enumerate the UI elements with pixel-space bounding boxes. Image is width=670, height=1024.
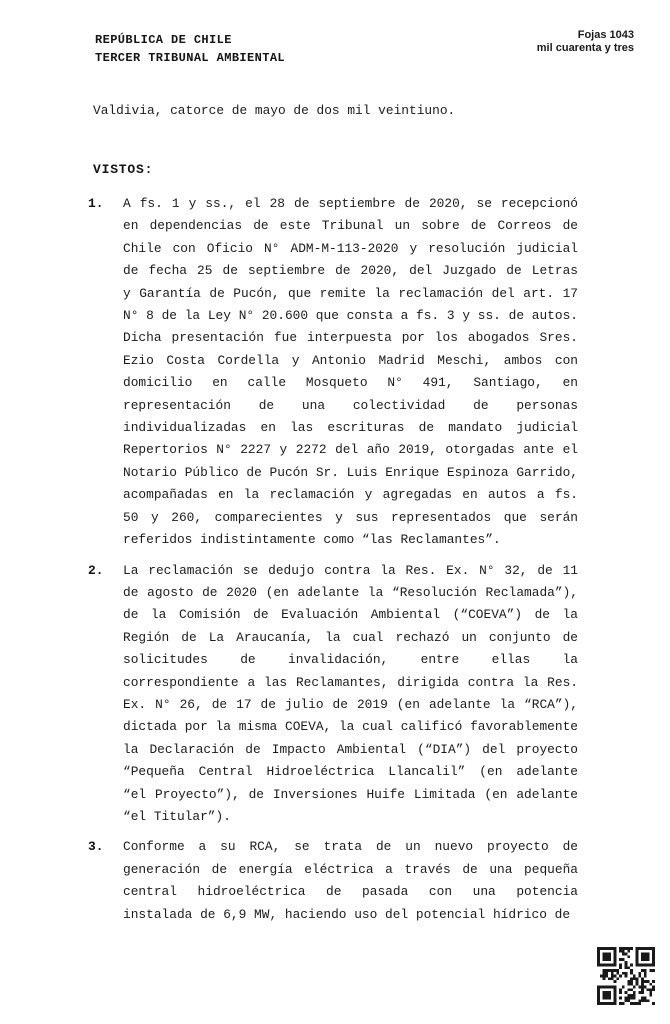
dateline: Valdivia, catorce de mayo de dos mil veintiuno. <box>93 103 456 118</box>
numbered-item-list <box>88 193 580 934</box>
paragraph-line: referidos indistintamente como “las Reclamantes”. <box>123 532 501 548</box>
item-number: 3. <box>88 839 104 855</box>
paragraph-line: Región de La Araucanía, la cual rechazó un conjunto de <box>123 629 578 645</box>
paragraph-line: correspondiente a las Reclamantes, dirigida contra la Res. <box>123 674 578 690</box>
section-heading-vistos: VISTOS: <box>93 162 154 177</box>
folio-stamp <box>537 29 634 55</box>
paragraph-line: de la Comisión de Evaluación Ambiental (“COEVA”) de la <box>123 607 578 623</box>
paragraph-line: generación de energía eléctrica a través de una pequeña <box>123 861 578 877</box>
list-item <box>88 560 580 829</box>
paragraph-line: “Pequeña Central Hidroeléctrica Llancalil” (en adelante <box>123 764 578 780</box>
list-item <box>88 193 580 552</box>
folio-words: mil cuarenta y tres <box>536 42 634 54</box>
paragraph-line: N° 8 de la Ley N° 20.600 que consta a fs. 3 y ss. de autos. <box>123 308 578 324</box>
paragraph-line: dictada por la misma COEVA, la cual calificó favorablemente <box>123 719 578 735</box>
paragraph-line: Repertorios N° 2227 y 2272 del año 2019, otorgadas ante el <box>123 442 578 458</box>
paragraph-line: de agosto de 2020 (en adelante la “Resolución Reclamada”), <box>123 584 578 600</box>
paragraph-line: instalada de 6,9 MW, haciendo uso del potencial hídrico de <box>123 906 571 922</box>
institution-name: REPÚBLICA DE CHILE <box>95 33 232 47</box>
paragraph-line: La reclamación se dedujo contra la Res. Ex. N° 32, de 11 <box>123 562 578 578</box>
paragraph-line: la Declaración de Impacto Ambiental (“DIA”) del proyecto <box>123 741 578 757</box>
paragraph-line: Conforme a su RCA, se trata de un nuevo proyecto de <box>123 839 578 855</box>
paragraph-line: en dependencias de este Tribunal un sobre de Correos de <box>123 218 578 234</box>
paragraph-line: “el Titular”). <box>123 808 231 824</box>
paragraph-line: Notario Público de Pucón Sr. Luis Enrique Espinoza Garrido, <box>123 464 578 480</box>
paragraph-line: acompañadas en la reclamación y agregadas en autos a fs. <box>123 487 578 503</box>
folio-number: Fojas 1043 <box>577 29 634 41</box>
item-number: 1. <box>88 196 104 211</box>
item-number: 2. <box>88 562 104 578</box>
paragraph-line: Ex. N° 26, de 17 de julio de 2019 (en adelante la “RCA”), <box>123 696 578 712</box>
court-header <box>95 31 285 67</box>
paragraph-line: central hidroeléctrica de pasada con una potencia <box>123 884 578 900</box>
paragraph-line: domicilio en calle Mosqueto N° 491, Santiago, en <box>123 375 578 391</box>
paragraph-line: de fecha 25 de septiembre de 2020, del Juzgado de Letras <box>123 263 578 279</box>
list-item <box>88 836 580 926</box>
paragraph-line: Dicha presentación fue interpuesta por los abogados Sres. <box>123 330 578 346</box>
paragraph-line: A fs. 1 y ss., el 28 de septiembre de 2020, se recepcionó <box>123 196 578 211</box>
paragraph-line: 50 y 260, comparecientes y sus representados que serán <box>123 509 578 525</box>
item-paragraph <box>123 836 578 926</box>
tribunal-name: TERCER TRIBUNAL AMBIENTAL <box>95 51 286 65</box>
paragraph-line: y Garantía de Pucón, que remite la reclamación del art. 17 <box>123 285 578 301</box>
paragraph-line: Ezio Costa Cordella y Antonio Madrid Meschi, ambos con <box>123 352 578 368</box>
paragraph-line: representación de una colectividad de personas <box>123 397 578 413</box>
paragraph-line: solicitudes de invalidación, entre ellas la <box>123 652 578 668</box>
item-paragraph <box>123 193 578 552</box>
qr-code-icon <box>597 947 655 1005</box>
paragraph-line: Chile con Oficio N° ADM-M-113-2020 y resolución judicial <box>123 240 578 256</box>
paragraph-line: individualizadas en las escrituras de mandato judicial <box>123 420 578 436</box>
paragraph-line: “el Proyecto”), de Inversiones Huife Limitada (en adelante <box>123 786 578 802</box>
item-paragraph <box>123 560 578 829</box>
